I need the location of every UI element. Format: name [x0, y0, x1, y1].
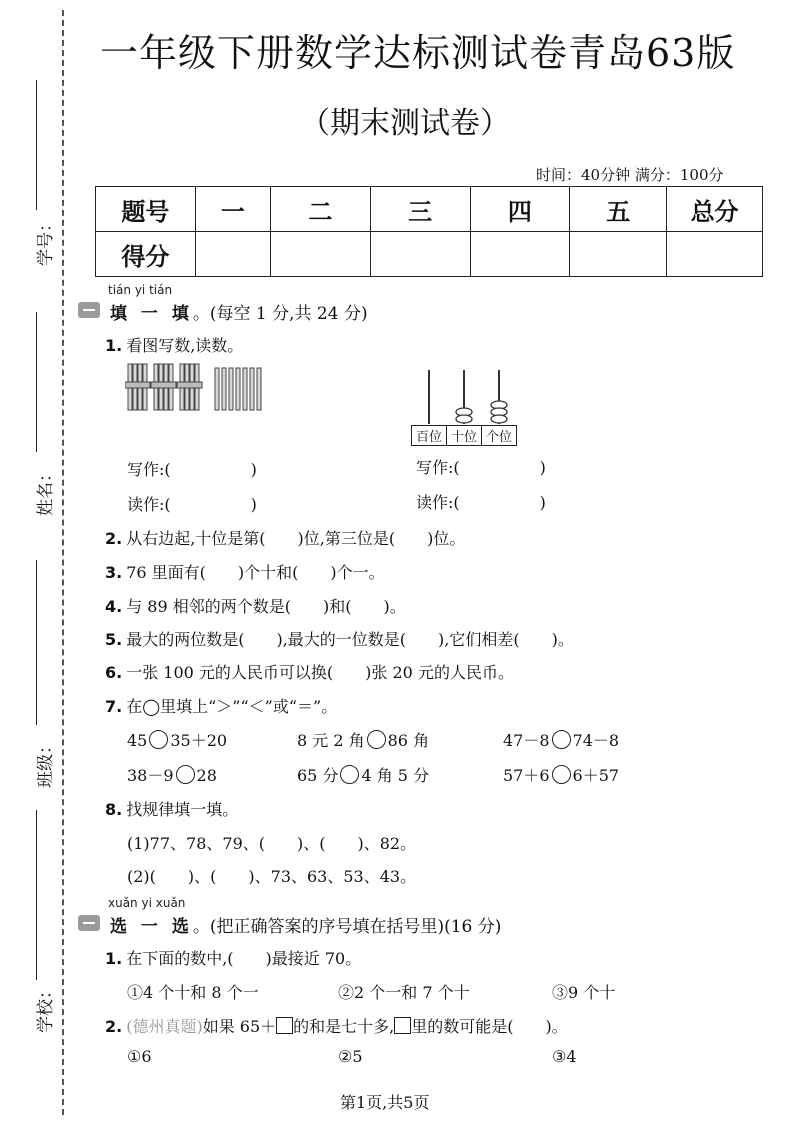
- q1-6: [105, 660, 514, 683]
- answer-box[interactable]: [394, 1017, 411, 1034]
- q-text: 看图写数,读数。: [126, 336, 244, 355]
- score-header-cell: 四: [470, 187, 570, 232]
- section2-heading: [110, 912, 501, 937]
- q-text: 找规律填一填。: [126, 800, 239, 819]
- q1-3: [105, 560, 385, 583]
- q1-8: [105, 797, 238, 820]
- q1-read-right[interactable]: 读作:( ): [416, 493, 546, 512]
- q1-write-right[interactable]: 写作:( ): [416, 458, 546, 477]
- score-table-score-row: [96, 232, 763, 277]
- q-number: 1.: [105, 949, 123, 968]
- score-header-cell: 题号: [96, 187, 196, 232]
- compare-right: 4 角 5 分: [361, 766, 430, 785]
- q1-8-line1: (1)77、78、79、( )、( )、82。: [127, 834, 417, 853]
- q-number: 8.: [105, 800, 123, 819]
- score-header-cell: 三: [370, 187, 470, 232]
- compare-item: [127, 763, 217, 786]
- page-footer: 第1页,共5页: [340, 1093, 430, 1112]
- option[interactable]: ①6: [127, 1047, 152, 1066]
- q-text-b: 的和是七十多,: [293, 1017, 395, 1036]
- option[interactable]: ③9 个十: [552, 983, 616, 1002]
- school-label: 学校：: [36, 982, 56, 1033]
- q-text: 76 里面有( )个十和( )个一。: [126, 563, 385, 582]
- q-text: 在下面的数中,( )最接近 70。: [126, 949, 362, 968]
- compare-circle[interactable]: [149, 730, 168, 749]
- q-text: 与 89 相邻的两个数是( )和( )。: [126, 597, 406, 616]
- abacus-label: 十位: [447, 426, 482, 445]
- option[interactable]: ①4 个十和 8 个一: [127, 983, 259, 1002]
- section1-title: 填 一 填: [110, 304, 193, 324]
- q2-1: [105, 946, 361, 969]
- compare-right: 28: [196, 766, 217, 785]
- name-label: 姓名：: [36, 465, 56, 516]
- answer-box[interactable]: [276, 1017, 293, 1034]
- compare-circle[interactable]: [340, 765, 359, 784]
- score-cell[interactable]: [470, 232, 570, 277]
- compare-right: 6＋57: [572, 766, 620, 785]
- compare-circle[interactable]: [367, 730, 386, 749]
- score-table-header-row: [96, 187, 763, 232]
- score-header-cell: 总分: [667, 187, 763, 232]
- section1-pinyin: tián yi tián: [108, 283, 173, 297]
- compare-left: 65 分: [297, 766, 339, 785]
- option[interactable]: ②5: [338, 1047, 363, 1066]
- q1-4: [105, 594, 406, 617]
- section2-badge-icon: [78, 915, 100, 931]
- score-header-cell: 五: [570, 187, 667, 232]
- section2-points: 。(把正确答案的序号填在括号里)(16 分): [192, 917, 502, 937]
- q-number: 1.: [105, 336, 123, 355]
- compare-item: [297, 763, 429, 786]
- score-table: [95, 186, 763, 277]
- question-source: (德州真题): [126, 1017, 203, 1036]
- section1-heading: [110, 299, 368, 324]
- class-label: 班级：: [36, 737, 56, 788]
- section1-badge-icon: [78, 302, 100, 318]
- student-id-line: [36, 80, 37, 210]
- compare-item: [127, 728, 227, 751]
- section2-pinyin: xuǎn yi xuǎn: [108, 896, 186, 910]
- q-number: 5.: [105, 630, 123, 649]
- page-title: 一年级下册数学达标测试卷青岛63版: [100, 31, 736, 75]
- compare-left: 8 元 2 角: [297, 731, 365, 750]
- compare-circle[interactable]: [552, 730, 571, 749]
- option[interactable]: ③4: [552, 1047, 577, 1066]
- q2-2: [105, 1014, 568, 1037]
- compare-right: 86 角: [387, 731, 430, 750]
- score-cell[interactable]: [667, 232, 763, 277]
- stick-bundles-image: [125, 362, 270, 417]
- section1-points: 。(每空 1 分,共 24 分): [192, 304, 368, 324]
- binding-dashed-line: [62, 10, 64, 1115]
- score-cell[interactable]: [195, 232, 270, 277]
- score-header-cell: 一: [195, 187, 270, 232]
- abacus-image: [410, 368, 520, 426]
- q-number: 2.: [105, 1017, 123, 1036]
- q-text: 最大的两位数是( ),最大的一位数是( ),它们相差( )。: [126, 630, 574, 649]
- q1-read-left[interactable]: 读作:( ): [127, 495, 257, 514]
- score-header-cell: 二: [270, 187, 370, 232]
- q-number: 3.: [105, 563, 123, 582]
- q1-1: [105, 333, 243, 356]
- q-text-a: 如果 65＋: [202, 1017, 277, 1036]
- compare-left: 45: [127, 731, 148, 750]
- compare-item: [297, 728, 429, 751]
- q1-7: [105, 694, 337, 717]
- score-cell[interactable]: [270, 232, 370, 277]
- student-id-label: 学号：: [36, 215, 56, 266]
- abacus-place-labels: [411, 425, 517, 446]
- score-label-cell: 得分: [96, 232, 196, 277]
- score-cell[interactable]: [570, 232, 667, 277]
- q-number: 6.: [105, 663, 123, 682]
- q-number: 2.: [105, 529, 123, 548]
- abacus-label: 个位: [485, 430, 512, 445]
- q-text: 一张 100 元的人民币可以换( )张 20 元的人民币。: [126, 663, 514, 682]
- section2-title: 选 一 选: [110, 917, 193, 937]
- q1-5: [105, 627, 574, 650]
- time-info: 时间：40分钟 满分：100分: [536, 166, 724, 184]
- compare-left: 47－8: [503, 731, 550, 750]
- compare-right: 74－8: [572, 731, 620, 750]
- q-text-c: 里的数可能是( )。: [411, 1017, 568, 1036]
- compare-right: 35＋20: [170, 731, 228, 750]
- option[interactable]: ②2 个一和 7 个十: [338, 983, 470, 1002]
- compare-left: 57＋6: [503, 766, 550, 785]
- name-line: [36, 312, 37, 452]
- q1-write-left[interactable]: 写作:( ): [127, 460, 257, 479]
- score-cell[interactable]: [370, 232, 470, 277]
- compare-item: [503, 728, 619, 751]
- page-subtitle: （期末测试卷）: [300, 106, 510, 141]
- q-text: 在◯里填上“＞”“＜”或“＝”。: [126, 697, 338, 716]
- q-number: 4.: [105, 597, 123, 616]
- compare-left: 38－9: [127, 766, 174, 785]
- abacus-label: 百位: [412, 426, 447, 445]
- school-line: [36, 810, 37, 980]
- compare-item: [503, 763, 619, 786]
- class-line: [36, 560, 37, 725]
- compare-circle[interactable]: [176, 765, 195, 784]
- q-number: 7.: [105, 697, 123, 716]
- q1-8-line2: (2)( )、( )、73、63、53、43。: [127, 867, 417, 886]
- q1-2: [105, 526, 465, 549]
- q-text: 从右边起,十位是第( )位,第三位是( )位。: [126, 529, 466, 548]
- compare-circle[interactable]: [552, 765, 571, 784]
